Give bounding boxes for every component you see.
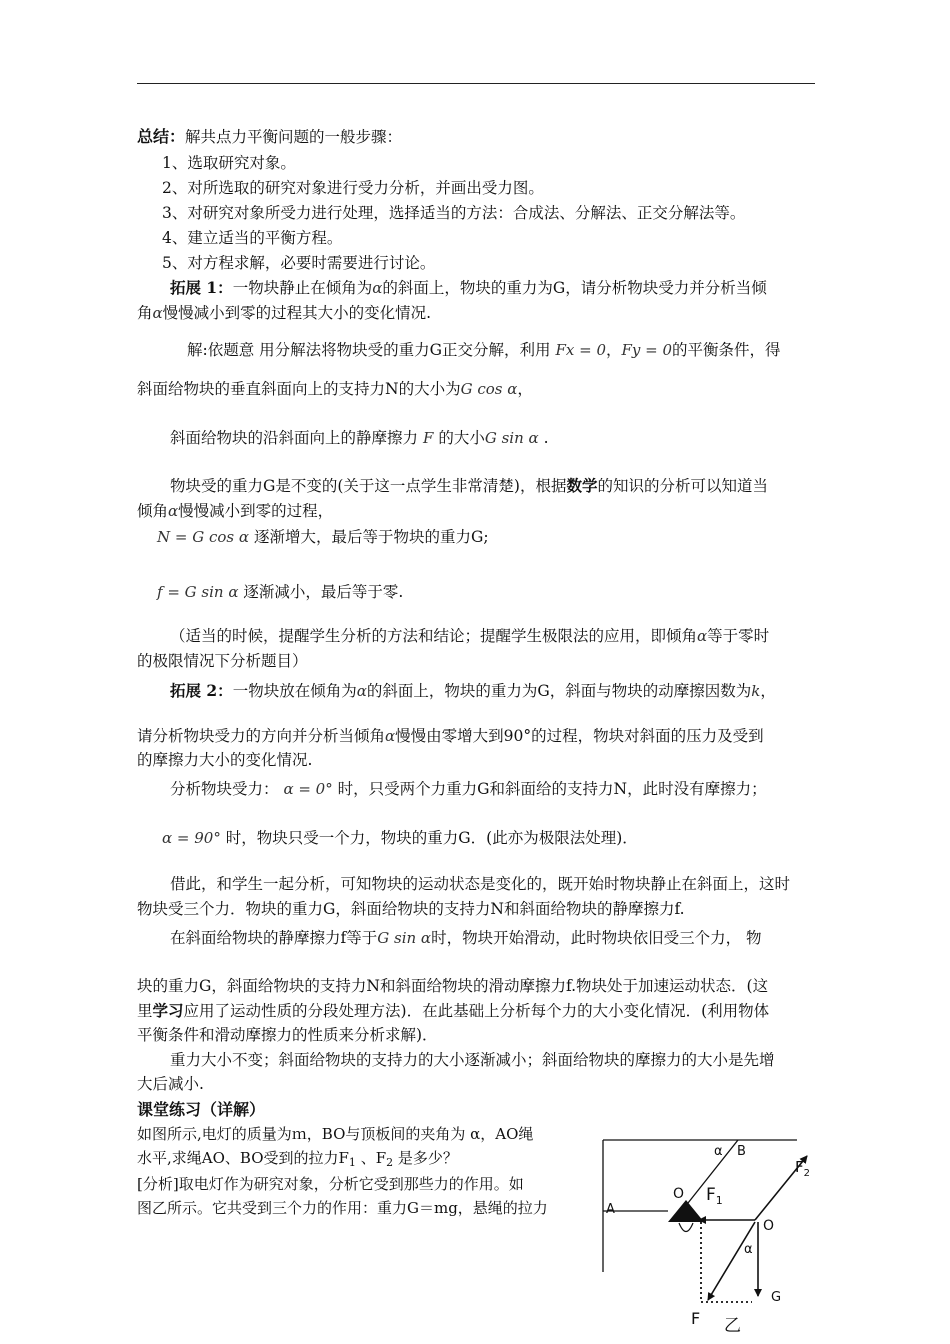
label-f2: $F_2$ — [795, 1158, 811, 1179]
solution-text: 的平衡条件，得 — [672, 341, 781, 359]
ext2-text: 的斜面上，物块的重力为G，斜面与物块的动摩擦因数为 — [366, 682, 752, 700]
summary-line — [137, 127, 402, 147]
analysis-text: 分析物块受力： — [170, 780, 279, 798]
summary-heading: 总结： — [137, 127, 186, 146]
practice-text: 、F — [360, 1149, 387, 1167]
ext2-p3-line2 — [137, 1001, 769, 1021]
note-text: （适当的时候，提醒学生分析的方法和结论；提醒学生极限法的应用，即倾角 — [170, 627, 698, 645]
ext1-text: 慢慢减小到零的过程其大小的变化情况. — [162, 304, 432, 322]
f-text: 逐渐减小，最后等于零. — [243, 583, 404, 601]
ext2-line1: 拓展 2：一物块放在倾角为α的斜面上，物块的重力为G，斜面与物块的动摩擦因数为k， — [170, 681, 776, 700]
practice-line1: 如图所示,电灯的质量为ｍ，BO与顶板间的夹角为 α，AO绳 — [137, 1125, 534, 1143]
dotted-construction — [701, 1222, 752, 1302]
label-f1: $F_1$ — [706, 1185, 723, 1207]
ext1-text: 角 — [137, 304, 153, 322]
f-math: f = G sin α — [157, 583, 239, 601]
practice-line3: [分析]取电灯作为研究对象，分析它受到那些力的作用。如 — [137, 1175, 524, 1193]
alpha-symbol: α — [168, 502, 179, 520]
subscript: 2 — [386, 1156, 394, 1169]
p2-text: 时，物块开始滑动，此时物块依旧受三个力， 物 — [431, 929, 762, 947]
label-g: G — [771, 1290, 782, 1305]
analysis-text: 时，只受两个力重力G和斜面给的支持力N，此时没有摩擦力； — [337, 780, 767, 798]
gravity-text: 的知识的分析可以知道当 — [597, 477, 769, 495]
ext2-p3-line3: 平衡条件和滑动摩擦力的性质来分析求解)． — [137, 1026, 438, 1044]
ext2-alpha90-line — [162, 828, 638, 848]
gravity-text: 慢慢减小到零的过程， — [178, 502, 334, 520]
ext1-gravity-line — [170, 476, 768, 496]
friction-text: 斜面给物块的沿斜面向上的静摩擦力 — [170, 429, 419, 447]
practice-line4: 图乙所示。它共受到三个力的作用：重力G＝mg，悬绳的拉力 — [137, 1199, 548, 1217]
support-text: 斜面给物块的垂直斜面向上的支持力N的大小为 — [137, 380, 461, 398]
ext1-friction-line: 斜面给物块的沿斜面向上的静摩擦力 F 的大小G sin α . — [170, 429, 549, 447]
practice-text: 水平,求绳AO、BO受到的拉力F — [137, 1149, 349, 1167]
ext1-line1 — [170, 278, 767, 298]
ext2-line2 — [137, 726, 764, 746]
f-resultant-arrow — [708, 1222, 755, 1300]
gsin-math: G sin α — [377, 929, 432, 947]
gcos-math: G cos α — [460, 380, 518, 398]
alpha-top-label: α — [714, 1144, 723, 1159]
force-diagram — [595, 1130, 820, 1344]
ext1-text: 的斜面上，物块的重力为G，请分析物块受力并分析当倾 — [382, 279, 767, 297]
ext2-p1-line1: 借此，和学生一起分析，可知物块的运动状态是变化的，既开始时物块静止在斜面上，这时 — [170, 875, 791, 893]
alpha-bottom-label: α — [744, 1242, 753, 1257]
f-result-line — [157, 582, 403, 602]
ext2-p1-line2: 物块受三个力．物块的重力G，斜面给物块的支持力N和斜面给物块的静摩擦力f. — [137, 900, 685, 918]
summary-intro: 解共点力平衡问题的一般步骤： — [185, 128, 403, 146]
p3-bold: 学习 — [152, 1001, 184, 1020]
label-f: F — [691, 1309, 701, 1328]
step-5: 5、对方程求解，必要时需要进行讨论。 — [162, 254, 436, 272]
label-o-right: O — [763, 1218, 775, 1234]
p2-text: 在斜面给物块的静摩擦力f等于 — [170, 929, 378, 947]
alpha-zero-math: α = 0° — [283, 780, 333, 798]
gravity-text: 倾角 — [137, 502, 169, 520]
note-line2: 的极限情况下分析题目） — [137, 652, 308, 670]
alpha-ninety-math: α = 90° — [162, 829, 221, 847]
ext1-line2 — [137, 303, 431, 323]
practice-line2 — [137, 1148, 458, 1173]
gravity-text: 物块受的重力G是不变的(关于这一点学生非常清楚)，根据 — [170, 477, 567, 495]
k-symbol: k — [751, 682, 761, 700]
gravity-bold: 数学 — [566, 476, 598, 495]
ext2-text: 请分析物块受力的方向并分析当倾角 — [137, 727, 386, 745]
ext1-solution-line: 解:依题意 用分解法将物块受的重力G正交分解，利用 Fx = 0，Fy = 0的平衡条件，得 — [187, 341, 781, 359]
analysis-text: 时，物块只受一个力，物块的重力G．(此亦为极限法处理)． — [225, 829, 638, 847]
n-result-line — [157, 527, 489, 547]
alpha-symbol: α — [356, 682, 367, 700]
label-yi: 乙 — [724, 1316, 741, 1336]
ext2-p3-line1: 块的重力G，斜面给物块的支持力N和斜面给物块的滑动摩擦力f.物块处于加速运动状态．(这 — [137, 977, 769, 995]
ext1-gravity-line2 — [137, 501, 333, 521]
alpha-symbol: α — [385, 727, 396, 745]
lamp-icon — [668, 1200, 704, 1222]
friction-text: 的大小 — [438, 429, 485, 447]
alpha-symbol: α — [697, 627, 708, 645]
p3-text: 里 — [137, 1002, 153, 1020]
p3-text: 应用了运动性质的分段处理方法)．在此基础上分析每个力的大小变化情况．(利用物体 — [183, 1002, 770, 1020]
label-o-left: O — [673, 1186, 685, 1202]
label-b: B — [737, 1144, 746, 1159]
fy-equation: Fy = 0 — [621, 341, 673, 359]
step-3: 3、对研究对象所受力进行处理，选择适当的方法：合成法、分解法、正交分解法等。 — [162, 204, 746, 222]
ext2-analysis-line — [170, 779, 767, 799]
bulb-icon — [679, 1223, 693, 1232]
fx-equation: Fx = 0 — [555, 341, 606, 359]
subscript: 1 — [348, 1156, 356, 1169]
alpha-symbol: α — [372, 279, 383, 297]
wall-lines — [603, 1140, 797, 1272]
step-2: 2、对所选取的研究对象进行受力分析，并画出受力图。 — [162, 179, 544, 197]
friction-symbol: F — [422, 429, 434, 447]
ext2-p2-line — [170, 928, 762, 948]
ext2-p4-line1: 重力大小不变；斜面给物块的支持力的大小逐渐减小；斜面给物块的摩擦力的大小是先增 — [170, 1051, 775, 1069]
ext2-text: 慢慢由零增大到90°的过程，物块对斜面的压力及受到 — [395, 727, 764, 745]
ext1-support-line: 斜面给物块的垂直斜面向上的支持力N的大小为G cos α， — [137, 380, 533, 398]
ext2-line3: 的摩擦力大小的变化情况. — [137, 751, 313, 769]
n-math: N = G cos α — [157, 528, 250, 546]
gsin-math: G sin α — [484, 429, 539, 447]
practice-heading: 课堂练习（详解） — [137, 1100, 266, 1119]
alpha-symbol: α — [152, 304, 163, 322]
ext1-text: 一物块静止在倾角为 — [232, 279, 373, 297]
n-text: 逐渐增大，最后等于物块的重力G; — [253, 528, 489, 546]
ext2-label: 拓展 2： — [170, 681, 233, 700]
note-text: 等于零时 — [707, 627, 770, 645]
step-4: 4、建立适当的平衡方程。 — [162, 229, 343, 247]
ext2-text: 一物块放在倾角为 — [232, 682, 357, 700]
note-line1 — [170, 626, 769, 646]
step-1: 1、选取研究对象。 — [162, 154, 296, 172]
label-a: A — [606, 1202, 615, 1217]
practice-text: 是多少？ — [397, 1149, 458, 1167]
ext2-p4-line2: 大后减小. — [137, 1075, 204, 1093]
header-rule — [137, 83, 815, 84]
ext1-label: 拓展 1： — [170, 278, 233, 297]
solution-text: 解:依题意 用分解法将物块受的重力G正交分解，利用 — [187, 341, 551, 359]
